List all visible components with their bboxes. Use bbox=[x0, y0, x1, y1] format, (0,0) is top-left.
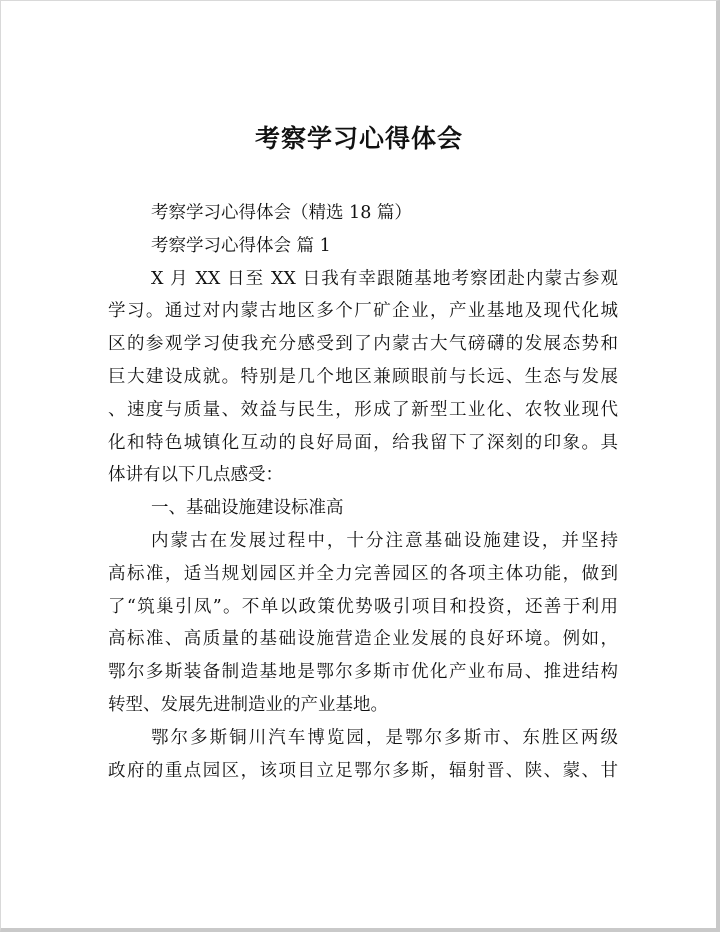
paragraph-line: 区的参观学习使我充分感受到了内蒙古大气磅礴的发展态势和 bbox=[108, 334, 618, 355]
paragraph-line: 内蒙古在发展过程中，十分注意基础设施建设，并坚持 bbox=[151, 530, 618, 551]
paragraph-line: 高标准，适当规划园区并全力完善园区的各项主体功能，做到 bbox=[108, 563, 618, 584]
subtitle: 考察学习心得体会（精选 18 篇） bbox=[151, 203, 412, 223]
paragraph-line: 政府的重点园区，该项目立足鄂尔多斯，辐射晋、陕、蒙、甘 bbox=[108, 760, 618, 781]
point-heading: 一、基础设施建设标准高 bbox=[151, 498, 344, 519]
paragraph-1 bbox=[108, 263, 618, 493]
paragraph-line: 转型、发展先进制造业的产业基地。 bbox=[108, 694, 388, 715]
paragraph-line: 、速度与质量、效益与民生，形成了新型工业化、农牧业现代 bbox=[108, 399, 618, 420]
paragraph-2 bbox=[108, 525, 618, 722]
paragraph-line: X 月 XX 日至 XX 日我有幸跟随基地考察团赴内蒙古参观 bbox=[151, 268, 618, 289]
section-heading: 考察学习心得体会 篇 1 bbox=[151, 235, 331, 256]
document-title: 考察学习心得体会 bbox=[254, 124, 463, 153]
paragraph-line: 鄂尔多斯装备制造基地是鄂尔多斯市优化产业布局、推进结构 bbox=[108, 662, 618, 683]
paragraph-line: 了“筑巢引凤”。不单以政策优势吸引项目和投资，还善于利用 bbox=[108, 596, 618, 617]
document-body bbox=[108, 197, 618, 787]
paragraph-line: 学习。通过对内蒙古地区多个厂矿企业，产业基地及现代化城 bbox=[108, 301, 618, 322]
paragraph-line: 高标准、高质量的基础设施营造企业发展的良好环境。例如， bbox=[108, 629, 618, 650]
paragraph-3 bbox=[108, 722, 618, 788]
paragraph-line: 体讲有以下几点感受： bbox=[108, 465, 283, 486]
paragraph-line: 化和特色城镇化互动的良好局面，给我留下了深刻的印象。具 bbox=[108, 432, 618, 453]
paragraph-line: 鄂尔多斯铜川汽车博览园，是鄂尔多斯市、东胜区两级 bbox=[151, 727, 618, 748]
paragraph-line: 巨大建设成就。特别是几个地区兼顾眼前与长远、生态与发展 bbox=[108, 366, 618, 387]
